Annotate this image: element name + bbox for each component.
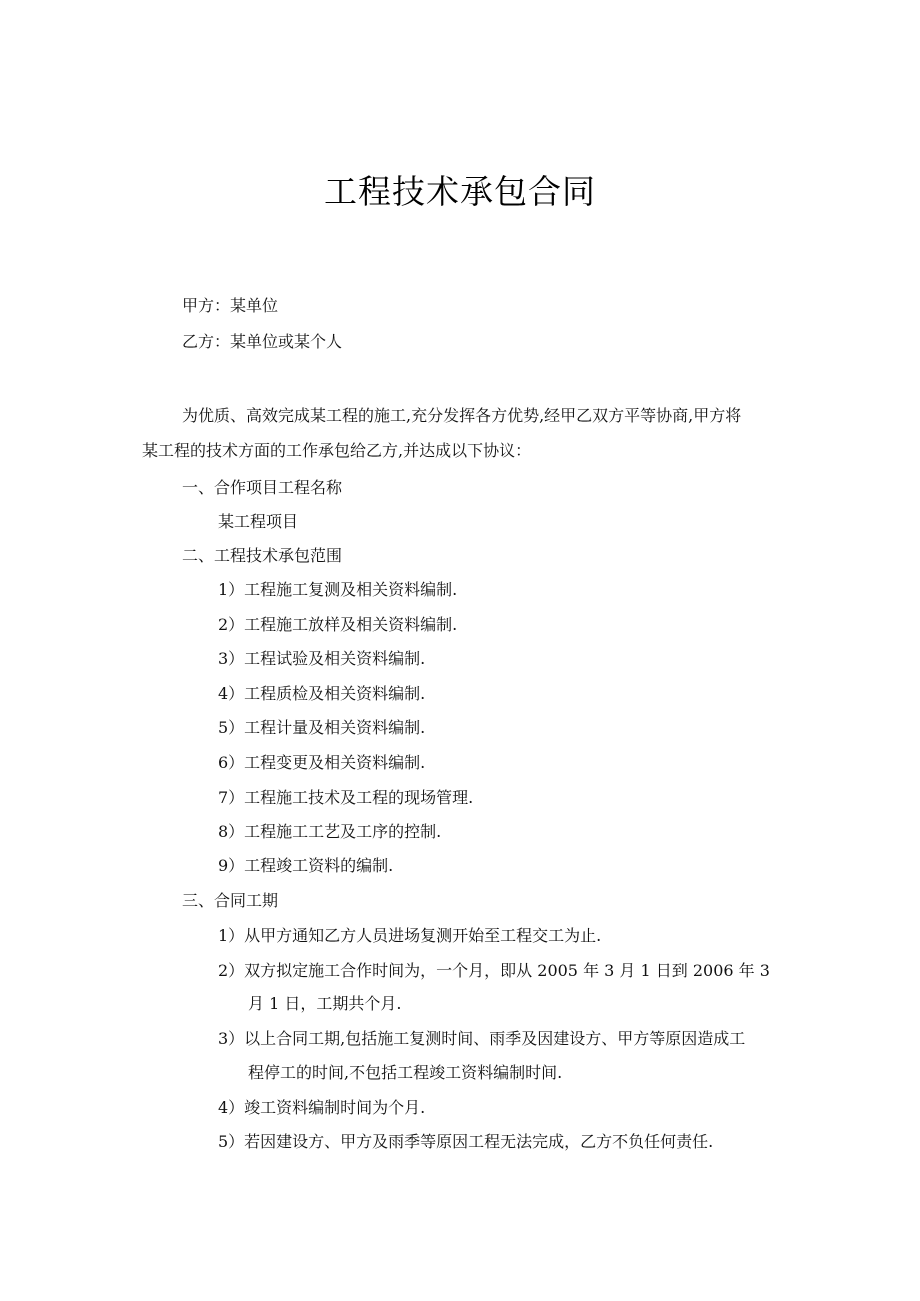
scope-item: 3）工程试验及相关资料编制. <box>218 649 426 668</box>
scope-item: 2）工程施工放样及相关资料编制. <box>218 615 458 634</box>
scope-item: 8）工程施工工艺及工序的控制. <box>218 822 442 841</box>
scope-item: 7）工程施工技术及工程的现场管理. <box>218 788 474 807</box>
section-2-heading: 二、工程技术承包范围 <box>182 546 343 565</box>
section-1-content: 某工程项目 <box>218 512 299 531</box>
scope-item: 5）工程计量及相关资料编制. <box>218 718 426 737</box>
intro-paragraph-line-1: 为优质、高效完成某工程的施工,充分发挥各方优势,经甲乙双方平等协商,甲方将 <box>182 406 742 425</box>
term-item-1: 1）从甲方通知乙方人员进场复测开始至工程交工为止. <box>218 926 602 945</box>
document-title: 工程技术承包合同 <box>324 172 596 211</box>
scope-item: 9）工程竣工资料的编制. <box>218 856 394 875</box>
term-item-4: 4）竣工资料编制时间为个月. <box>218 1098 426 1117</box>
party-a: 甲方：某单位 <box>182 296 279 315</box>
term-item-3: 3）以上合同工期,包括施工复测时间、雨季及因建设方、甲方等原因造成工 <box>218 1029 746 1048</box>
section-3-heading: 三、合同工期 <box>182 891 279 910</box>
party-b: 乙方：某单位或某个人 <box>182 332 343 351</box>
term-item-5: 5）若因建设方、甲方及雨季等原因工程无法完成，乙方不负任何责任. <box>218 1132 714 1151</box>
scope-item: 4）工程质检及相关资料编制. <box>218 684 426 703</box>
section-1-heading: 一、合作项目工程名称 <box>182 478 343 497</box>
intro-paragraph-line-2: 某工程的技术方面的工作承包给乙方,并达成以下协议： <box>142 441 532 460</box>
term-item-2: 2）双方拟定施工合作时间为，一个月，即从 2005 年 3 月 1 日到 2006 年 3 <box>218 961 770 980</box>
scope-item: 1）工程施工复测及相关资料编制. <box>218 580 458 599</box>
term-item-3-continued: 程停工的时间,不包括工程竣工资料编制时间. <box>248 1063 563 1082</box>
term-item-2-continued: 月 1 日，工期共个月. <box>248 994 402 1013</box>
scope-item: 6）工程变更及相关资料编制. <box>218 753 426 772</box>
